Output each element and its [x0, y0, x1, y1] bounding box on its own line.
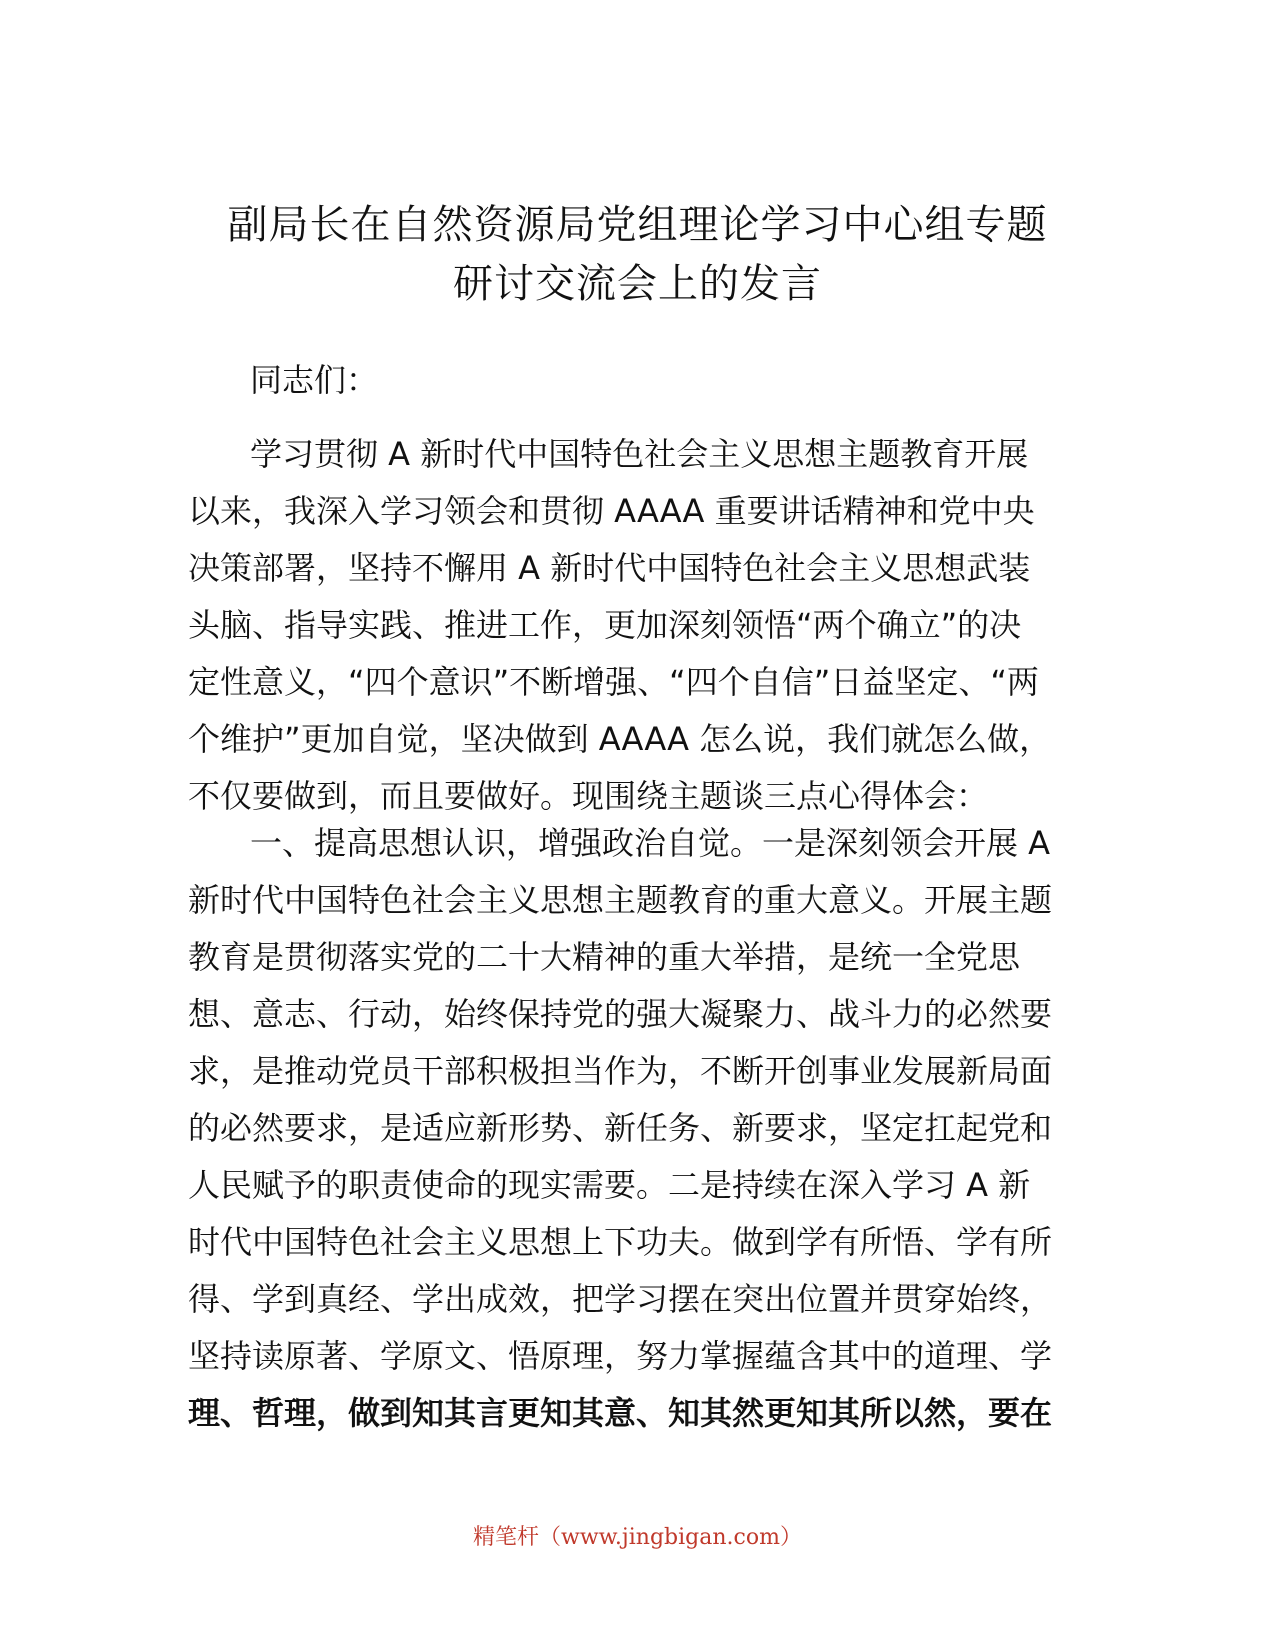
paragraph-line: 求，是推动党员干部积极担当作为，不断开创事业发展新局面 — [188, 1052, 1053, 1090]
paragraph-line: 新时代中国特色社会主义思想主题教育的重大意义。开展主题 — [188, 881, 1053, 919]
document-title — [150, 196, 1125, 314]
title-line-1: 副局长在自然资源局党组理论学习中心组专题 — [227, 202, 1048, 248]
paragraph-line: 理、哲理，做到知其言更知其意、知其然更知其所以然，要在 — [188, 1394, 1053, 1432]
paragraph-line: 的必然要求，是适应新形势、新任务、新要求，坚定扛起党和 — [188, 1109, 1053, 1147]
paragraph-line: 一、提高思想认识，增强政治自觉。一是深刻领会开展 A — [250, 824, 1051, 862]
paragraph-line: 不仅要做到，而且要做好。现围绕主题谈三点心得体会： — [188, 777, 989, 815]
paragraph-line: 人民赋予的职责使命的现实需要。二是持续在深入学习 A 新 — [188, 1166, 1031, 1204]
paragraph-line: 定性意义，“四个意识”不断增强、“四个自信”日益坚定、“两 — [188, 663, 1039, 701]
paragraph-line: 教育是贯彻落实党的二十大精神的重大举措，是统一全党思 — [188, 938, 1021, 976]
paragraph-line: 决策部署，坚持不懈用 A 新时代中国特色社会主义思想武装 — [188, 549, 1031, 587]
paragraph-line: 时代中国特色社会主义思想上下功夫。做到学有所悟、学有所 — [188, 1223, 1053, 1261]
paragraph-line: 以来，我深入学习领会和贯彻 AAAA 重要讲话精神和党中央 — [188, 492, 1035, 530]
paragraph-line: 学习贯彻 A 新时代中国特色社会主义思想主题教育开展 — [250, 435, 1029, 473]
greeting: 同志们： — [250, 361, 379, 399]
paragraph-line: 个维护”更加自觉，坚决做到 AAAA 怎么说，我们就怎么做， — [188, 720, 1052, 758]
paragraph-line: 坚持读原著、学原文、悟原理，努力掌握蕴含其中的道理、学 — [188, 1337, 1053, 1375]
paragraph-line: 头脑、指导实践、推进工作，更加深刻领悟“两个确立”的决 — [188, 606, 1022, 644]
footer-watermark: 精笔杆（www.jingbigan.com） — [473, 1525, 802, 1550]
title-line-2: 研讨交流会上的发言 — [453, 261, 822, 307]
paragraph-line: 想、意志、行动，始终保持党的强大凝聚力、战斗力的必然要 — [188, 995, 1053, 1033]
paragraph-1 — [188, 426, 1088, 825]
paragraph-2 — [188, 815, 1088, 1442]
paragraph-line: 得、学到真经、学出成效，把学习摆在突出位置并贯穿始终， — [188, 1280, 1053, 1318]
